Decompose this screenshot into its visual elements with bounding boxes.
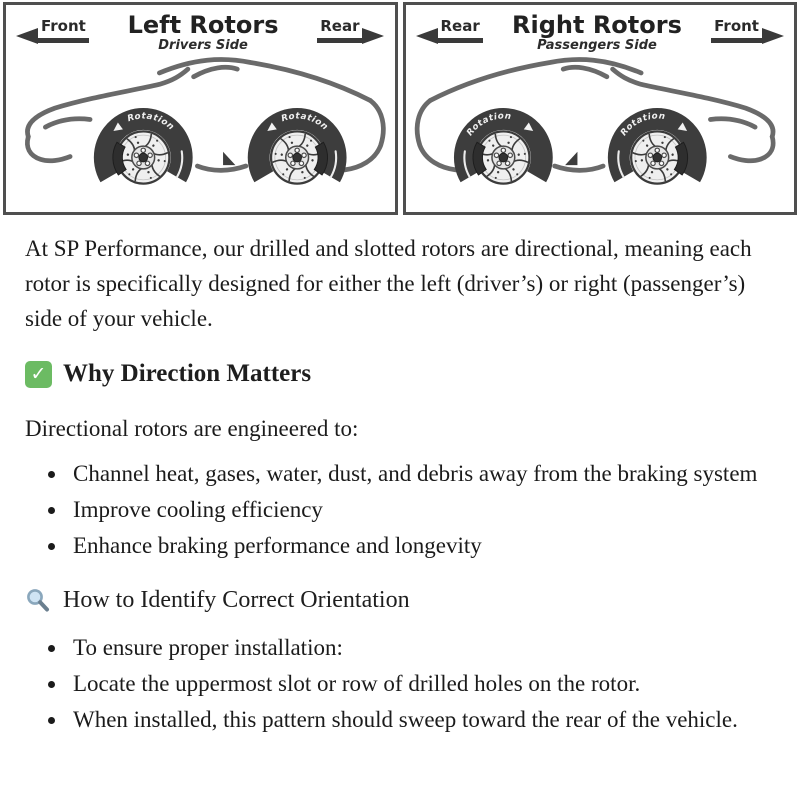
section-heading-why-direction-matters bbox=[25, 360, 770, 388]
rotation-label: Rotation bbox=[464, 111, 512, 139]
right-car-illustration bbox=[406, 53, 795, 205]
rotation-label: Rotation bbox=[280, 111, 330, 133]
list-item: • Channel heat, gases, water, dust, and debris away from the braking system bbox=[68, 456, 770, 491]
right-panel-title: Right Rotors bbox=[512, 11, 682, 39]
right-panel-header bbox=[406, 5, 795, 53]
front-arrow-label: Front bbox=[711, 17, 762, 43]
magnifier-icon bbox=[25, 587, 52, 614]
rotor-direction-diagram bbox=[0, 0, 800, 215]
left-panel-header bbox=[6, 5, 395, 53]
right-panel-subtitle: Passengers Side bbox=[537, 38, 657, 54]
rear-arrow-label: Rear bbox=[317, 17, 362, 43]
section-lead: Directional rotors are engineered to: bbox=[25, 416, 359, 441]
orientation-steps-list bbox=[25, 630, 770, 737]
rear-arrow-label: Rear bbox=[438, 17, 483, 43]
section-title: How to Identify Correct Orientation bbox=[63, 587, 410, 613]
list-item: • Locate the uppermost slot or row of drilled holes on the rotor. bbox=[68, 666, 770, 701]
list-item: • When installed, this pattern should sweep toward the rear of the vehicle. bbox=[68, 702, 770, 737]
left-car-illustration bbox=[6, 53, 395, 205]
section-title: Why Direction Matters bbox=[63, 360, 312, 387]
rotation-label: Rotation bbox=[126, 111, 176, 133]
rotation-label: Rotation bbox=[618, 111, 666, 139]
left-panel-title: Left Rotors bbox=[127, 11, 279, 39]
check-icon bbox=[25, 361, 52, 388]
front-arrow-label: Front bbox=[38, 17, 89, 43]
intro-paragraph: At SP Performance, our drilled and slotted rotors are directional, meaning each rotor is specifically designed for either the left (driver’s) or right (passenger’s) side of your vehicle. bbox=[25, 236, 752, 331]
right-rotors-panel bbox=[403, 2, 798, 215]
section-heading-identify-orientation bbox=[25, 587, 770, 614]
list-item: • To ensure proper installation: bbox=[68, 630, 770, 665]
left-panel-subtitle: Drivers Side bbox=[158, 38, 248, 54]
benefits-list bbox=[25, 456, 770, 563]
left-rotors-panel bbox=[3, 2, 398, 215]
list-item: • Enhance braking performance and longevity bbox=[68, 528, 770, 563]
list-item: • Improve cooling efficiency bbox=[68, 492, 770, 527]
article bbox=[0, 215, 800, 748]
